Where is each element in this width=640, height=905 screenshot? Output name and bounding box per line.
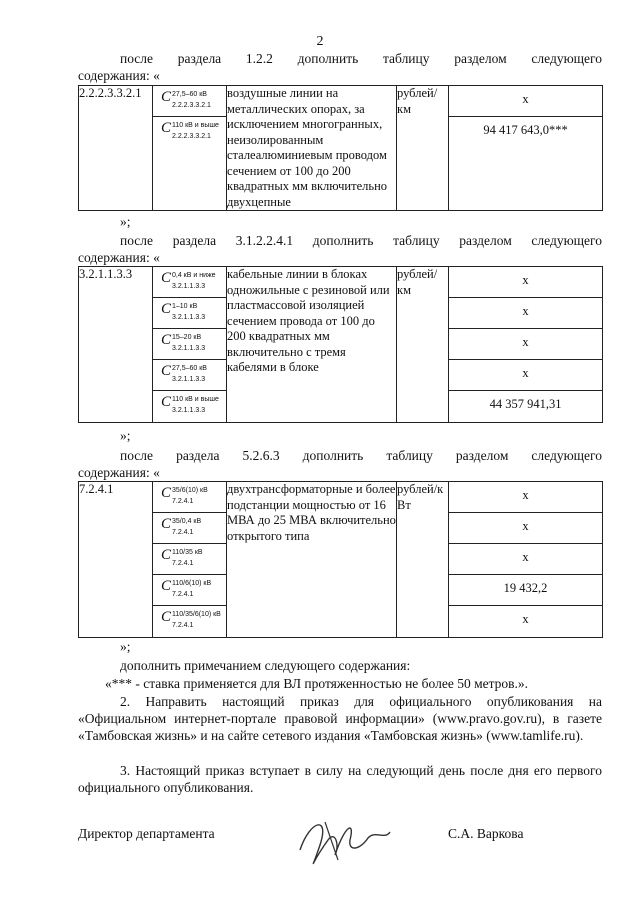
page-number: 2 [316,34,324,49]
intro-paragraph-2: после раздела 3.1.2.2.4.1 дополнить таблицу разделом следующего [120,233,602,248]
rate-symbol-superscript: 35/6(10) кВ [172,487,208,494]
table3-value-cell: x [449,482,602,513]
rate-symbol-superscript: 27,5–60 кВ [172,365,207,372]
table3-symbol-cell [153,575,226,606]
table3-symbol-cell [153,606,226,637]
rate-symbol-superscript: 110 кВ и выше [172,122,219,129]
rate-symbol: C [161,301,172,317]
rate-symbol-superscript: 0,4 кВ и ниже [172,272,216,279]
intro-paragraph-3-end: содержания: « [78,465,160,480]
rate-symbol: C [161,485,172,501]
rate-symbol: C [161,270,172,286]
rate-symbol: C [161,609,172,625]
intro-paragraph-2-end: содержания: « [78,250,160,265]
table2-symbol-cell [153,360,226,391]
item-2: 2. Направить настоящий приказ для официального опубликования на «Официальном интернет-портале правовой информации» (www.pravo.gov.ru), в газете «Тамбовская жизнь» и на сайте сетевого издания «Тамбовская жизнь» (www.tamlife.ru). [78,694,602,743]
table1-unit: рублей/ км [397,86,449,211]
closing-quote-1: »; [120,214,131,229]
table2-symbol-cell [153,298,226,329]
rate-symbol-superscript: 15–20 кВ [172,334,202,341]
table2-value-cell: 44 357 941,31 [489,397,562,411]
table3-value-cell: 19 432,2 [449,575,602,606]
table1-value-cell: 94 417 643,0*** [483,123,568,137]
table3-value-cell: x [449,513,602,544]
note-intro: дополнить примечанием следующего содержания: [120,658,411,673]
table2-symbol-cell [153,329,226,360]
table1-symbol-cell [153,86,226,117]
table1-symbol-cell [153,117,226,148]
rate-symbol-superscript: 110/6(10) кВ [172,580,212,587]
rate-symbol-superscript: 35/0,4 кВ [172,518,202,525]
table2-symbol-cell [153,391,226,422]
note-text: «*** - ставка применяется для ВЛ протяженностью не более 50 метров.». [105,676,529,691]
rate-symbol-subscript: 7.2.4.1 [172,591,194,598]
signatory-title: Директор департамента [78,826,215,841]
rate-symbol: C [161,547,172,563]
rate-symbol-subscript: 7.2.4.1 [172,622,194,629]
rate-symbol: C [161,394,172,410]
rate-symbol-subscript: 7.2.4.1 [172,498,194,505]
signatory-name: С.А. Варкова [448,826,524,841]
table2-symbol-cell [153,267,226,298]
rate-symbol-subscript: 2.2.2.3.3.2.1 [172,133,211,140]
item-3: 3. Настоящий приказ вступает в силу на следующий день после дня его первого официального опубликования. [78,763,602,795]
table3-value-cell: x [449,544,602,575]
intro-paragraph-3: после раздела 5.2.6.3 дополнить таблицу разделом следующего [120,448,602,463]
table2-unit: рублей/ км [397,267,449,423]
table3-symbol-cell [153,482,226,513]
table2-value-cell: x [449,329,602,360]
table-2 [78,266,603,423]
rate-symbol-subscript: 7.2.4.1 [172,560,194,567]
table3-description: двухтрансформаторные и более подстанции мощностью от 16 МВА до 25 МВА включительно открытого типа [227,482,397,638]
table3-code: 7.2.4.1 [79,482,153,638]
rate-symbol-superscript: 110/35/6(10) кВ [172,611,221,618]
closing-quote-2: »; [120,428,131,443]
rate-symbol: C [161,516,172,532]
intro-paragraph-1: после раздела 1.2.2 дополнить таблицу разделом следующего [120,51,602,66]
rate-symbol: C [161,120,172,136]
table2-value-cell: x [449,267,602,298]
table3-symbol-cell [153,513,226,544]
rate-symbol: C [161,363,172,379]
table2-value-cell: x [449,298,602,329]
table3-unit: рублей/к Вт [397,482,449,638]
rate-symbol: C [161,332,172,348]
rate-symbol-subscript: 3.2.1.1.3.3 [172,283,206,290]
table2-value-cell: x [449,360,602,391]
table2-description: кабельные линии в блоках одножильные с резиновой или пластмассовой изоляцией сечением провода от 100 до 200 квадратных мм включительно с тремя кабелями в блоке [227,267,397,423]
rate-symbol: C [161,578,172,594]
rate-symbol: C [161,89,172,105]
rate-symbol-subscript: 7.2.4.1 [172,529,194,536]
table1-description: воздушные линии на металлических опорах, за исключением многогранных, неизолированным сталеалюминиевым проводом сечением от 100 до 200 квадратных мм включительно двухцепные [227,86,397,211]
table1-code: 2.2.2.3.3.2.1 [79,86,153,211]
rate-symbol-superscript: 110 кВ и выше [172,396,219,403]
rate-symbol-subscript: 3.2.1.1.3.3 [172,407,206,414]
table-1 [78,85,603,211]
rate-symbol-subscript: 3.2.1.1.3.3 [172,345,206,352]
table1-value-cell: x [449,86,602,117]
rate-symbol-superscript: 27,5–60 кВ [172,91,207,98]
rate-symbol-superscript: 110/35 кВ [172,549,203,556]
rate-symbol-subscript: 3.2.1.1.3.3 [172,376,206,383]
table-3 [78,481,603,638]
rate-symbol-superscript: 1–10 кВ [172,303,198,310]
signature-image [290,810,400,870]
table2-code: 3.2.1.1.3.3 [79,267,153,423]
rate-symbol-subscript: 3.2.1.1.3.3 [172,314,206,321]
rate-symbol-subscript: 2.2.2.3.3.2.1 [172,102,211,109]
table3-value-cell: x [522,612,529,626]
intro-paragraph-1-end: содержания: « [78,68,160,83]
closing-quote-3: »; [120,639,131,654]
table3-symbol-cell [153,544,226,575]
